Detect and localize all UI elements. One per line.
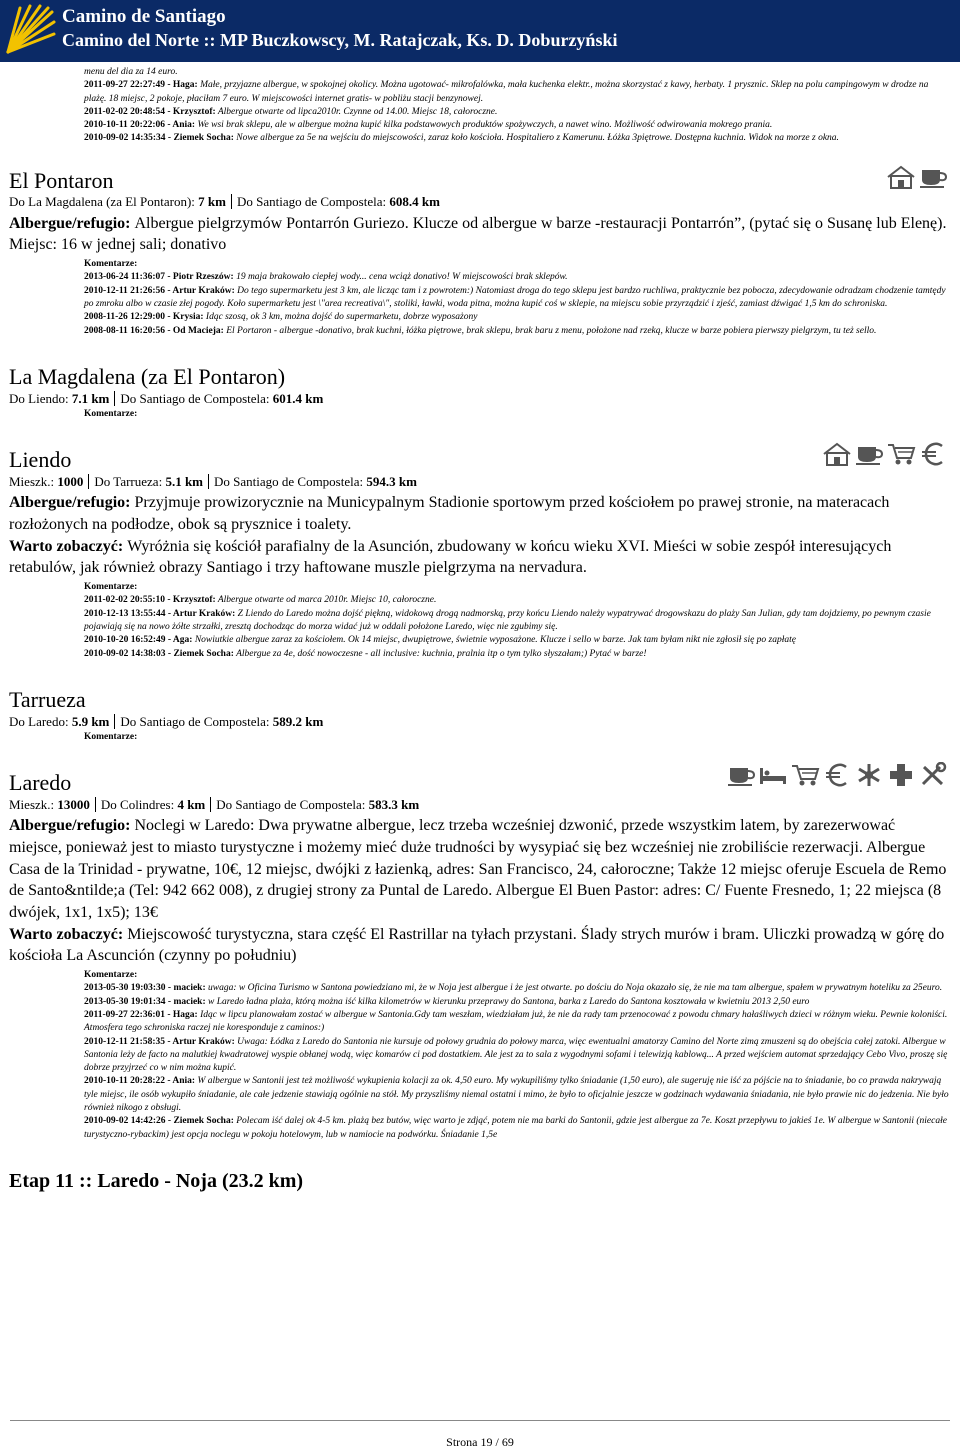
comment-text: Nowiutkie albergue zaraz za kościołem. Ok 14 miejsc, dwupiętrowe, świetnie wyposażone. Klucze i sello w barze. Jak tam byłam nikt nie zgłosił się po zapłatę <box>192 635 796 646</box>
cup-icon <box>854 441 884 467</box>
comment-text: Albergue za 4e, dość nowoczesne - all inclusive: kuchnia, pralnia itp o tym tylko słyszałam;) Pytać w barze! <box>233 648 647 659</box>
section-laredo <box>9 770 951 1142</box>
scallop-shell-logo-icon <box>4 4 56 58</box>
comment-text: El Portaron - albergue -donativo, brak kuchni, łóżka piętrowe, brak sklepu, brak baru z menu, położone nad rzeką, klucze w barze pobiera pierwszy pielgrzym, tu też sello. <box>223 325 877 336</box>
albergue-text: Albergue pielgrzymów Pontarrón Guriezo. Klucze od albergue w barze -restauracji Pontarrón”, (pytać się o Susanę lub Elenę). Miejsc: 16 w jednej sali; donativo <box>9 214 947 254</box>
comment <box>84 608 951 635</box>
comment-meta: 2010-09-02 14:42:26 - Ziemek Socha: <box>84 1116 234 1127</box>
section-title: La Magdalena (za El Pontaron) <box>9 363 286 389</box>
comment-meta: 2008-08-11 16:20:56 - Od Macieja: <box>84 325 224 336</box>
distance-label: Mieszk.: <box>9 474 58 490</box>
footer-divider <box>10 1420 950 1421</box>
distances <box>9 193 951 211</box>
euro-icon <box>822 762 852 788</box>
page-header <box>0 0 960 62</box>
comment-text: Albergue otwarte od marca 2010r. Miejsc 10, całoroczne. <box>215 595 437 606</box>
comment-text: Polecam iść dalej ok 4-5 km. plażą bez butów, więc warto je zdjąć, potem nie ma barki do Santonii, gdzie jest albergue za 7e. Koszt przepływu to jakieś 1e. W albergue w Santonii (niecałe turystyczno-rybackim) jest opcja noclegu w pokoju hotelowym, lub w namiocie na podwórku. Śniadanie 1,5e <box>84 1116 947 1140</box>
comment <box>84 311 951 324</box>
distance-value: 5.1 km <box>165 474 203 490</box>
comment <box>84 1075 951 1115</box>
bed-icon <box>758 762 788 788</box>
comment <box>84 594 951 607</box>
distances <box>9 713 951 731</box>
comment <box>84 634 951 647</box>
distance-value: 7 km <box>198 193 226 209</box>
amenity-icons <box>726 762 948 788</box>
section-title: Laredo <box>9 770 72 796</box>
albergue-text: Noclegi w Laredo: Dwa prywatne albergue, lecz trzeba wcześniej dzwonić, przede wszystkim latem, by zarezerwować miejsce, ponieważ jest to miasto turystyczne i możemy mieć duże trudności by wysypiać się bez wcześniej nie zrobiliście rezerwacji. Albergue Casa de la Trinidad - prywatne, 10€, 12 miejsc, dwójki z łazienką, adres: San Francisco, 24, całoroczne; Także 12 miejsc oferuje Escuela de Remo de Santo&ntilde;a (Tel: 942 662 008), z drugiej strony za Puntal de Laredo. Albergue El Buen Pastor: adres: C/ Fuente Fresnedo, 1; 22 miejsca (8 dwójek, 1x1, 1x5); 13€ <box>9 817 947 921</box>
comment-meta: 2010-12-11 21:58:35 - Artur Kraków: <box>84 1036 235 1047</box>
comment-meta: 2011-02-02 20:48:54 - Krzysztof: <box>84 106 216 117</box>
albergue-info <box>9 815 951 924</box>
comment-text: Idąc szosą, ok 3 km, można dojść do supermarketu, dobrze wyposażony <box>203 312 478 323</box>
distances <box>9 473 951 491</box>
comment-meta: 2010-09-02 14:38:03 - Ziemek Socha: <box>84 648 234 659</box>
cup-icon <box>918 164 948 190</box>
section-el-pontaron <box>9 168 951 338</box>
site-subtitle: Camino del Norte :: MP Buczkowscy, M. Ratajczak, Ks. D. Doburzyński <box>62 30 618 50</box>
comment <box>84 982 951 995</box>
section-liendo <box>9 447 951 661</box>
comment-text: Albergue otwarte od lipca2010r. Czynne od 14.00. Miejsc 18, całoroczne. <box>215 106 498 117</box>
comment <box>84 1009 951 1036</box>
comment-text: Z Liendo do Laredo można dojść piękną, widokową drogą nadmorską, przy końcu Liendo należy wypatrywać drogowskazu do plaży San Julian, gdy tam dojdziemy, po pewnym czasie pojawiają się na nowo żółte strzałki, zresztą dochodząc do morza widać już w oddali położone Laredo, więc nie zgubimy się. <box>84 608 931 632</box>
sights-label: Warto zobaczyć: <box>9 925 128 943</box>
distance-value: 1000 <box>57 474 84 490</box>
comment-meta: 2011-09-27 22:36:01 - Haga: <box>84 1009 198 1020</box>
comment-text: 19 maja brakowało ciepłej wody... cena wciąż donativo! W miejscowości brak sklepów. <box>233 272 568 283</box>
comment <box>84 996 951 1009</box>
house-icon <box>886 164 916 190</box>
cup-icon <box>726 762 756 788</box>
comment-text: Idąc w lipcu planowałam zostać w albergue w Santonia.Gdy tam weszłam, wiedziałam już, że nie da rady tam przenocować z powodu chmary hałaśliwych dzieci w różnym wieku. Pewnie koloniści. Atmosfera tego schroniska raczej nie koresponduje z caminos:) <box>84 1009 948 1034</box>
comment-meta: 2010-12-13 13:55:44 - Artur Kraków: <box>84 608 236 619</box>
medical-icon <box>854 762 884 788</box>
comment-text: uwaga: w Oficina Turismo w Santona powiedziano mi, że w Noja jest albergue i że jest otwarte. po dościu do Noja okazało się, że nie ma tam albergue, spałem w prywatnym hoteliku za 25euro. <box>205 983 943 994</box>
stage-heading: Etap 11 :: Laredo - Noja (23.2 km) <box>9 1169 304 1192</box>
comment-meta: 2008-11-26 12:29:00 - Krysia: <box>84 312 204 323</box>
site-title: Camino de Santiago <box>62 6 226 27</box>
page-content <box>9 66 951 1194</box>
comment <box>84 66 951 79</box>
distance-label: Do Laredo: <box>9 713 72 729</box>
cart-icon <box>790 762 820 788</box>
comment-meta: 2010-10-20 16:52:49 - Aga: <box>84 635 193 646</box>
section-title: Liendo <box>9 447 72 473</box>
sights-label: Warto zobaczyć: <box>9 537 128 555</box>
comment-text: Nowe albergue za 5e na wejściu do miejscowości, zaraz koło kościoła. Hospitaliero z Kamerunu. Łóżka 3piętrowe. Dostępna kuchnia. Widok na morze z okna. <box>233 133 839 144</box>
comments-label: Komentarze: <box>84 408 138 419</box>
comment-text: We wsi brak sklepu, ale w albergue można kupić kilka podstawowych produktów spożywczych, a nawet wino. Możliwość odwirowania mokrego prania. <box>195 120 773 131</box>
section-la-magdalena <box>9 364 951 421</box>
albergue-info <box>9 492 951 535</box>
comment <box>84 1115 951 1142</box>
comment <box>84 1036 951 1076</box>
comment-meta: 2010-10-11 20:22:06 - Ania: <box>84 120 196 131</box>
distance-label: Do Santiago de Compostela: <box>216 797 369 813</box>
comments <box>84 258 951 338</box>
comment <box>84 79 951 106</box>
albergue-label: Albergue/refugio: <box>9 214 135 232</box>
distance-value: 594.3 km <box>366 474 417 490</box>
sights-text: Miejscowość turystyczna, stara część El Rastrillar na tyłach przystani. Ślady strych murów i bram. Uliczki prowadzą w górę do kościoła La Ascunción (czynny po południu) <box>9 925 945 965</box>
comment <box>84 325 951 338</box>
continued-comments <box>84 66 951 146</box>
comments-label: Komentarze: <box>84 731 138 742</box>
distance-label: Do Tarrueza: <box>94 474 166 490</box>
distance-label: Do Liendo: <box>9 390 72 406</box>
distance-label: Do Santiago de Compostela: <box>120 713 273 729</box>
comment-text: menu del dia za 14 euro. <box>84 67 178 77</box>
amenity-icons <box>822 441 948 467</box>
comment <box>84 106 951 119</box>
distance-value: 4 km <box>177 797 206 813</box>
albergue-text: Przyjmuje prowizorycznie na Municypalnym Stadionie sportowym przed kościołem po prawej stronie, na materacach rozłożonych na podłodze, obok są prysznice i toalety. <box>9 494 890 533</box>
cart-icon <box>886 441 916 467</box>
sights-info <box>9 924 951 967</box>
comments <box>84 408 951 421</box>
distances <box>9 796 951 814</box>
page-number: Strona 19 / 69 <box>446 1435 514 1449</box>
distance-value: 7.1 km <box>71 390 110 406</box>
albergue-info <box>9 213 951 256</box>
sights-info <box>9 536 951 579</box>
comment <box>84 648 951 661</box>
distance-label: Do Colindres: <box>100 797 178 813</box>
distance-label: Mieszk.: <box>9 797 58 813</box>
distance-value: 13000 <box>57 797 90 813</box>
comments <box>84 581 951 661</box>
albergue-label: Albergue/refugio: <box>9 494 135 512</box>
albergue-label: Albergue/refugio: <box>9 817 135 835</box>
comment <box>84 132 951 145</box>
distance-label: Do Santiago de Compostela: <box>236 193 390 209</box>
distance-value: 583.3 km <box>368 797 420 813</box>
comment-meta: 2010-12-11 21:26:56 - Artur Kraków: <box>84 285 235 296</box>
section-title: Tarrueza <box>9 686 86 712</box>
distance-value: 589.2 km <box>272 713 324 729</box>
comment-meta: 2013-05-30 19:03:30 - maciek: <box>84 983 206 994</box>
comment-meta: 2013-05-30 19:01:34 - maciek: <box>84 996 206 1007</box>
comment-meta: 2011-02-02 20:55:10 - Krzysztof: <box>84 595 216 606</box>
distances <box>9 390 951 408</box>
comment-meta: 2010-10-11 20:28:22 - Ania: <box>84 1076 196 1087</box>
house-icon <box>822 441 852 467</box>
comment-text: W albergue w Santonii jest też możliwość wykupienia kolacji za ok. 4,50 euro. My wykupiliśmy tylko śniadanie (1,50 euro), ale sugeruję nie iść za pójście na to śniadanie, bo co prawda nakrywają tyle miejsc, ile osób wykupiło śniadanie, ale całe jedzenie stawiają ogólnie na stół. My przyszliśmy niemal ostatni i mimo, że było to oficjalnie jeszcze w godzinach wydawania śniadania, nie było prawie nic do jedzenia. Nie było również nikogo z obsługi. <box>84 1076 949 1114</box>
distance-value: 601.4 km <box>272 390 324 406</box>
comment-text: w Laredo ładna plaża, którą można iść kilka kilometrów w kierunku przeprawy do Santona, barka z Laredo do Santona kosztowała w kwietniu 2013 2,50 euro <box>205 996 810 1007</box>
distance-label: Do La Magdalena (za El Pontaron): <box>9 193 199 209</box>
tools-icon <box>918 762 948 788</box>
distance-label: Do Santiago de Compostela: <box>120 390 273 406</box>
comments-label: Komentarze: <box>84 970 138 981</box>
comment-meta: 2011-09-27 22:27:49 - Haga: <box>84 80 198 91</box>
comment-meta: 2010-09-02 14:35:34 - Ziemek Socha: <box>84 133 234 144</box>
distance-value: 5.9 km <box>71 713 110 729</box>
comment <box>84 119 951 132</box>
comment-text: Małe, przyjazne albergue, w spokojnej okolicy. Można ugotować- mikrofalówka, mała kuchenka elektr., można skorzystać z kawy, herbaty. 1 prysznic. Sklep na polu campingowym w drodze na plażę. 18 miejsc, 2 pokoje, płaciłam 7 euro. W miejscowości internet gratis- w pobliżu stacji benzynowej. <box>84 80 929 104</box>
comments <box>84 731 951 744</box>
comments <box>84 969 951 1142</box>
page-footer <box>0 1420 960 1450</box>
comments-label: Komentarze: <box>84 582 138 593</box>
comment-text: Uwaga: Łódka z Laredo do Santonia nie kursuje od połowy grudnia do połowy marca, więc ewentualni amatorzy Camino del Norte zimą zmuszeni są do obejścia całej zatoki. Albergue w Santonia leży de facto na malutkiej kwadratowej wyspie obłanej wodą, więc komarów ci pod dostatkiem. Ale jest za to sala z wygodnymi sofami i telewizją kablową... A przed wejściem automat sprzedający Cebo Vivo, proszę się dobrze przyjrzeć co w nim można kupić. <box>84 1036 948 1074</box>
section-tarrueza <box>9 687 951 744</box>
comment <box>84 285 951 312</box>
cross-icon <box>886 762 916 788</box>
comments-label: Komentarze: <box>84 259 138 270</box>
comment-text: Do tego supermarketu jest 3 km, ale licząc tam i z powrotem:) Natomiast droga do tego sklepu jest bardzo ruchliwa, praktycznie bez pobocza, zdecydowanie odradzam chodzenie tamtędy po zmroku albo w czasie złej pogody. Koło supermarketu jest \"area recreativa\", stoliki, ławki, woda pitna, można kupić coś w sklepie, na miejscu sobie przyrządzić i zjeść, zamiast dźwigać 1,5 km do schroniska. <box>84 285 946 310</box>
comment-meta: 2013-06-24 11:36:07 - Piotr Rzeszów: <box>84 272 234 283</box>
comment <box>84 271 951 284</box>
distance-label: Do Santiago de Compostela: <box>214 474 367 490</box>
amenity-icons <box>886 164 948 190</box>
distance-value: 608.4 km <box>389 193 440 209</box>
section-title: El Pontaron <box>9 167 114 193</box>
euro-icon <box>918 441 948 467</box>
sights-text: Wyróżnia się kościół parafialny de la Asunción, zbudowany w końcu wieku XVI. Mieści w sobie zespół interesujących retabulów, jak również obrazy Santiago i trzy haftowane muszle pielgrzyma na nervadura. <box>9 537 892 577</box>
